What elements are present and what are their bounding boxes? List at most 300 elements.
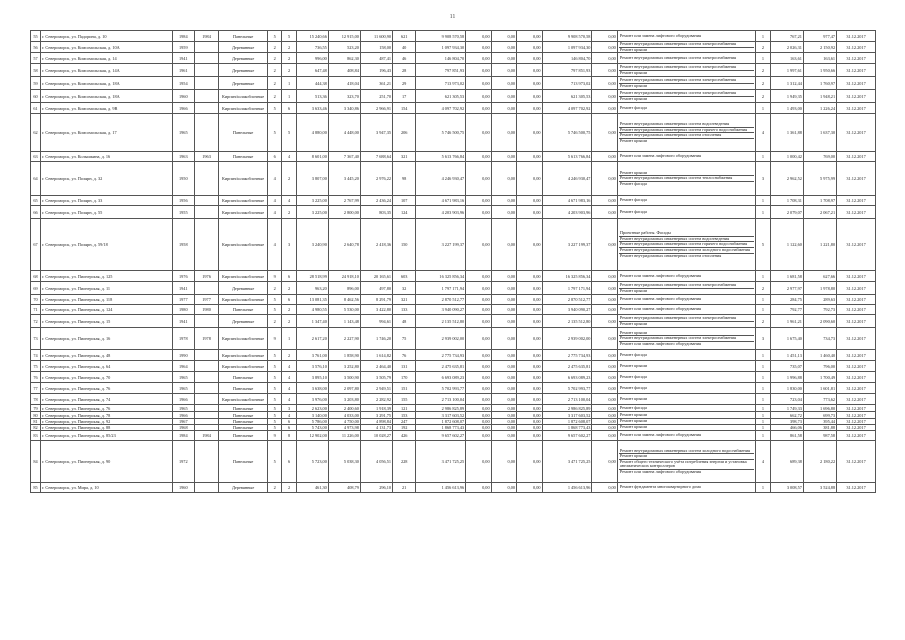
cell-municipal-funds: 0,00	[517, 53, 542, 64]
cell-completion-date: 31.12.2017	[837, 42, 876, 53]
work-item: Ремонт крыши	[619, 395, 647, 401]
cell-owned-area: 994,61	[360, 315, 392, 328]
cell-total-area: 8 601,00	[296, 152, 328, 162]
cell-completion-date: 31.12.2017	[837, 328, 876, 350]
work-item: Ремонт или замена лифтового оборудования	[619, 432, 701, 438]
cell-floors: 5	[267, 441, 281, 483]
cell-work-types	[617, 77, 755, 90]
cell-federal-funds: 0,00	[466, 419, 491, 425]
cell-year-built: 1984	[172, 431, 194, 441]
cell-address: г. Североморск, ул. Полярн, д. 55	[40, 206, 172, 219]
cell-work-types	[617, 64, 755, 77]
cell-floors: 2	[267, 42, 281, 53]
cell-unit-cost: 1 493,00	[770, 103, 803, 114]
cell-max-unit-cost: 1 221,80	[803, 219, 836, 271]
cell-row-number: 82	[31, 425, 41, 431]
cell-residents: 131	[393, 361, 416, 372]
cell-year-built: 1977	[172, 295, 194, 305]
cell-total-area: 3 761,00	[296, 350, 328, 361]
cell-unit-cost: 689,38	[770, 441, 803, 483]
cell-living-area: 2 640,78	[328, 219, 360, 271]
cell-other-funds: 0,00	[592, 42, 617, 53]
cell-floors: 5	[267, 31, 281, 42]
cell-regional-funds: 0,00	[491, 162, 516, 196]
cell-works-count: 1	[756, 483, 770, 493]
cell-municipal-funds: 0,00	[517, 206, 542, 219]
cell-address: г. Североморск, ул. Комсомольская, д. 9В	[40, 103, 172, 114]
cell-floors: 5	[267, 103, 281, 114]
cell-owners-funds: 1 097 934,30	[542, 42, 592, 53]
cell-works-count: 1	[756, 53, 770, 64]
cell-address: г. Североморск, ул. Комсомольская, д. 18А	[40, 77, 172, 90]
cell-work-types	[617, 361, 755, 372]
table-row	[31, 114, 876, 152]
cell-wall-material: Кирпич/шлакоблочные	[219, 394, 268, 405]
cell-entrances: 4	[282, 361, 296, 372]
cell-works-count: 3	[756, 162, 770, 196]
cell-address: г. Североморск, ул. Пионерская, д. 64	[40, 361, 172, 372]
cell-total-area: 3 633,46	[296, 103, 328, 114]
cell-total-cost: 9 657 602,27	[416, 431, 466, 441]
cell-federal-funds: 0,00	[466, 405, 491, 412]
cell-completion-date: 31.12.2017	[837, 412, 876, 419]
work-item: Проектные работы. Фасады	[619, 231, 754, 237]
cell-total-area: 4 880,00	[296, 114, 328, 152]
work-item: Ремонт крыши	[619, 320, 647, 326]
work-item: Ремонт внутридомовых инженерных систем холодного водоснабжения	[619, 449, 754, 455]
cell-owners-funds: 4 203 903,96	[542, 206, 592, 219]
cell-address: г. Североморск, ул. Пионерская, д. 16	[40, 328, 172, 350]
cell-regional-funds: 0,00	[491, 152, 516, 162]
cell-floors: 5	[267, 383, 281, 394]
cell-entrances: 2	[282, 53, 296, 64]
cell-floors: 2	[267, 483, 281, 493]
cell-owners-funds: 2 475 635,81	[542, 361, 592, 372]
cell-owners-funds: 4 097 702,92	[542, 103, 592, 114]
cell-wall-material: Панельные	[219, 31, 268, 42]
cell-entrances: 2	[282, 305, 296, 315]
cell-entrances: 6	[282, 103, 296, 114]
cell-max-unit-cost: 734,73	[803, 328, 836, 350]
cell-total-area: 996,00	[296, 53, 328, 64]
cell-unit-cost: 1 122,60	[770, 219, 803, 271]
cell-residents: 170	[393, 372, 416, 383]
cell-municipal-funds: 0,00	[517, 219, 542, 271]
table-row	[31, 361, 876, 372]
cell-address: г. Североморск, ул. Пионерская, д. 124	[40, 305, 172, 315]
cell-row-number: 78	[31, 394, 41, 405]
cell-municipal-funds: 0,00	[517, 64, 542, 77]
cell-total-cost: 713 973,02	[416, 77, 466, 90]
cell-year-commissioned	[194, 394, 218, 405]
cell-owners-funds: 146 804,70	[542, 53, 592, 64]
cell-living-area: 1 143,48	[328, 315, 360, 328]
cell-living-area: 2 767,99	[328, 196, 360, 206]
cell-regional-funds: 0,00	[491, 405, 516, 412]
cell-federal-funds: 0,00	[466, 383, 491, 394]
cell-total-cost: 3 317 603,52	[416, 412, 466, 419]
cell-owners-funds: 621 305,53	[542, 90, 592, 103]
cell-owned-area: 487,41	[360, 53, 392, 64]
cell-total-cost: 2 986 825,89	[416, 405, 466, 412]
cell-municipal-funds: 0,00	[517, 90, 542, 103]
cell-residents: 48	[393, 315, 416, 328]
cell-entrances: 1	[282, 90, 296, 103]
cell-entrances: 2	[282, 282, 296, 295]
cell-total-cost: 16 325 856,34	[416, 271, 466, 282]
cell-address: г. Североморск, ул. Пионерская, д. 118	[40, 295, 172, 305]
cell-entrances: 6	[282, 425, 296, 431]
cell-wall-material: Кирпич/шлакоблочные	[219, 90, 268, 103]
cell-total-cost: 1 872 608,07	[416, 419, 466, 425]
work-item: Ремонт внутридомовых инженерных систем холодного водоснабжения	[619, 248, 754, 254]
cell-other-funds: 0,00	[592, 394, 617, 405]
table-body	[31, 31, 876, 493]
cell-owned-area: 3 422,80	[360, 305, 392, 315]
page-number: 11	[449, 14, 456, 20]
cell-total-area: 3 140,00	[296, 412, 328, 419]
cell-address: г. Североморск, ул. Пионерская, д. 11	[40, 282, 172, 295]
table-row	[31, 162, 876, 196]
cell-wall-material: Кирпич/шлакоблочные	[219, 350, 268, 361]
cell-row-number: 80	[31, 412, 41, 419]
cell-wall-material: Кирпич/шлакоблочные	[219, 103, 268, 114]
cell-wall-material: Кирпич/шлакоблочные	[219, 328, 268, 350]
cell-residents: 228	[393, 441, 416, 483]
work-item: Ремонт внутридомовых инженерных систем электроснабжения	[619, 283, 754, 289]
cell-completion-date: 31.12.2017	[837, 372, 876, 383]
cell-year-commissioned: 1978	[194, 328, 218, 350]
cell-municipal-funds: 0,00	[517, 295, 542, 305]
cell-completion-date: 31.12.2017	[837, 305, 876, 315]
cell-completion-date: 31.12.2017	[837, 431, 876, 441]
cell-total-cost: 6 693 089,23	[416, 372, 466, 383]
cell-entrances: 4	[282, 394, 296, 405]
cell-address: г. Североморск, ул. Полярн, д. 32	[40, 162, 172, 196]
cell-other-funds: 0,00	[592, 196, 617, 206]
cell-works-count: 1	[756, 196, 770, 206]
cell-entrances: 4	[282, 152, 296, 162]
cell-regional-funds: 0,00	[491, 206, 516, 219]
table-row	[31, 383, 876, 394]
cell-year-built: 1972	[172, 441, 194, 483]
work-item: Ремонт общего технического учёта потребления энергии и установка автоматических контроллеров	[619, 460, 754, 470]
cell-max-unit-cost: 773,62	[803, 394, 836, 405]
cell-total-area: 3 240,90	[296, 219, 328, 271]
cell-federal-funds: 0,00	[466, 361, 491, 372]
cell-other-funds: 0,00	[592, 431, 617, 441]
cell-federal-funds: 0,00	[466, 350, 491, 361]
cell-floors: 4	[267, 196, 281, 206]
cell-year-commissioned	[194, 114, 218, 152]
cell-floors: 9	[267, 328, 281, 350]
cell-owned-area: 11 600,90	[360, 31, 392, 42]
cell-year-commissioned	[194, 361, 218, 372]
work-item: Ремонт внутридомовых инженерных систем водоотведения	[619, 122, 754, 128]
cell-municipal-funds: 0,00	[517, 412, 542, 419]
cell-row-number: 72	[31, 315, 41, 328]
cell-row-number: 69	[31, 282, 41, 295]
table-row	[31, 372, 876, 383]
cell-wall-material: Панельные	[219, 441, 268, 483]
cell-year-built: 1960	[172, 483, 194, 493]
cell-works-count: 1	[756, 31, 770, 42]
cell-unit-cost: 2 977,97	[770, 282, 803, 295]
work-item: Ремонт фасада	[619, 208, 647, 214]
work-item: Ремонт крыши	[619, 82, 647, 88]
cell-unit-cost: 1 675,40	[770, 328, 803, 350]
cell-works-count: 4	[756, 114, 770, 152]
cell-floors: 6	[267, 152, 281, 162]
cell-total-cost: 5 702 993,77	[416, 383, 466, 394]
cell-wall-material: Деревянные	[219, 282, 268, 295]
cell-floors: 5	[267, 394, 281, 405]
cell-regional-funds: 0,00	[491, 425, 516, 431]
cell-owned-area: 2 282,92	[360, 394, 392, 405]
cell-entrances: 6	[282, 419, 296, 425]
cell-works-count: 1	[756, 103, 770, 114]
cell-other-funds: 0,00	[592, 405, 617, 412]
cell-year-commissioned: 1984	[194, 31, 218, 42]
cell-residents: 154	[393, 103, 416, 114]
cell-total-area: 1 347,40	[296, 315, 328, 328]
cell-floors: 5	[267, 425, 281, 431]
cell-max-unit-cost: 1 601,81	[803, 383, 836, 394]
cell-wall-material: Панельные	[219, 431, 268, 441]
cell-floors: 2	[267, 53, 281, 64]
cell-work-types	[617, 394, 755, 405]
cell-floors: 5	[267, 114, 281, 152]
cell-total-cost: 2 475 635,81	[416, 361, 466, 372]
cell-unit-cost: 1 312,44	[770, 77, 803, 90]
cell-owners-funds: 9 657 602,27	[542, 431, 592, 441]
cell-floors: 2	[267, 282, 281, 295]
cell-total-area: 3 976,00	[296, 394, 328, 405]
cell-year-commissioned: 1980	[194, 305, 218, 315]
work-item: Ремонт внутридомовых инженерных систем электроснабжения	[619, 316, 754, 322]
cell-owned-area: 361,21	[360, 77, 392, 90]
cell-owners-funds: 9 908 570,58	[542, 31, 592, 42]
cell-wall-material: Деревянные	[219, 315, 268, 328]
table-row	[31, 295, 876, 305]
cell-address: г. Североморск, ул. Пионерская, д. 92	[40, 419, 172, 425]
cell-floors: 2	[267, 77, 281, 90]
cell-address: г. Североморск, ул. Пионерская, д. 76	[40, 405, 172, 412]
cell-wall-material: Кирпич/шлакоблочные	[219, 361, 268, 372]
cell-address: г. Североморск, ул. Пионерская, д. 90	[40, 441, 172, 483]
cell-floors: 2	[267, 90, 281, 103]
cell-row-number: 57	[31, 53, 41, 64]
cell-owned-area: 2 976,22	[360, 162, 392, 196]
cell-year-built: 1967	[172, 419, 194, 425]
cell-year-commissioned: 1963	[194, 152, 218, 162]
cell-total-cost: 4 203 903,96	[416, 206, 466, 219]
cell-residents: 40	[393, 42, 416, 53]
cell-max-unit-cost: 1 700,49	[803, 372, 836, 383]
cell-work-types	[617, 206, 755, 219]
cell-max-unit-cost: 1 708,97	[803, 196, 836, 206]
cell-total-area: 3 807,00	[296, 162, 328, 196]
work-item: Ремонт внутридомовых инженерных систем отопления	[619, 133, 754, 139]
cell-year-built: 1976	[172, 271, 194, 282]
cell-federal-funds: 0,00	[466, 219, 491, 271]
cell-total-area: 5 786,00	[296, 419, 328, 425]
cell-entrances: 2	[282, 350, 296, 361]
table-row	[31, 64, 876, 77]
cell-unit-cost: 792,77	[770, 305, 803, 315]
cell-living-area: 2 400,60	[328, 405, 360, 412]
cell-max-unit-cost: 289,63	[803, 295, 836, 305]
cell-unit-cost: 723,04	[770, 394, 803, 405]
cell-owned-area: 8 291,79	[360, 295, 392, 305]
work-item: Ремонт внутридомовых инженерных систем электроснабжения	[619, 78, 754, 84]
cell-regional-funds: 0,00	[491, 431, 516, 441]
cell-completion-date: 31.12.2017	[837, 196, 876, 206]
cell-federal-funds: 0,00	[466, 295, 491, 305]
cell-living-area: 896,00	[328, 282, 360, 295]
cell-residents: 107	[393, 196, 416, 206]
cell-municipal-funds: 0,00	[517, 196, 542, 206]
cell-floors: 5	[267, 361, 281, 372]
cell-total-cost: 2 713 100,04	[416, 394, 466, 405]
cell-year-commissioned	[194, 315, 218, 328]
work-item: Ремонт фасада	[619, 384, 647, 390]
cell-max-unit-cost: 987,58	[803, 431, 836, 441]
cell-year-commissioned	[194, 42, 218, 53]
cell-total-area: 15 240,66	[296, 31, 328, 42]
cell-works-count: 1	[756, 419, 770, 425]
cell-max-unit-cost: 796,00	[803, 361, 836, 372]
work-item: Ремонт крыши	[619, 331, 754, 337]
cell-living-area: 3 340,86	[328, 103, 360, 114]
work-item: Ремонт крыши	[619, 418, 647, 424]
cell-owned-area: 3 291,75	[360, 412, 392, 419]
cell-total-area: 3 638,00	[296, 383, 328, 394]
work-item: Ремонт внутридомовых инженерных систем горячего водоснабжения	[619, 242, 754, 248]
cell-owners-funds: 2 939 002,00	[542, 328, 592, 350]
cell-row-number: 74	[31, 350, 41, 361]
cell-owners-funds: 1 797 171,94	[542, 282, 592, 295]
cell-owned-area: 497,80	[360, 282, 392, 295]
work-item: Ремонт фасада	[619, 404, 647, 410]
cell-other-funds: 0,00	[592, 219, 617, 271]
cell-entrances: 3	[282, 405, 296, 412]
cell-unit-cost: 398,73	[770, 419, 803, 425]
cell-max-unit-cost: 163,61	[803, 53, 836, 64]
cell-floors: 5	[267, 295, 281, 305]
cell-max-unit-cost: 792,73	[803, 305, 836, 315]
cell-municipal-funds: 0,00	[517, 42, 542, 53]
cell-total-area: 5 723,00	[296, 441, 328, 483]
cell-completion-date: 31.12.2017	[837, 64, 876, 77]
cell-total-cost: 797 851,93	[416, 64, 466, 77]
cell-address: г. Североморск, ул. Падорина, д. 10	[40, 31, 172, 42]
cell-wall-material: Деревянные	[219, 42, 268, 53]
cell-work-types	[617, 282, 755, 295]
cell-owners-funds: 3 227 199,37	[542, 219, 592, 271]
cell-year-commissioned	[194, 64, 218, 77]
cell-entrances: 2	[282, 315, 296, 328]
cell-total-cost: 4 671 983,16	[416, 196, 466, 206]
table-row	[31, 305, 876, 315]
cell-completion-date: 31.12.2017	[837, 206, 876, 219]
cell-row-number: 59	[31, 77, 41, 90]
cell-federal-funds: 0,00	[466, 315, 491, 328]
cell-residents: 28	[393, 64, 416, 77]
cell-row-number: 62	[31, 114, 41, 152]
cell-federal-funds: 0,00	[466, 394, 491, 405]
cell-regional-funds: 0,00	[491, 53, 516, 64]
cell-other-funds: 0,00	[592, 295, 617, 305]
work-item: Ремонт фундамента многоквартирного дома	[619, 484, 701, 490]
cell-year-commissioned	[194, 53, 218, 64]
cell-other-funds: 0,00	[592, 328, 617, 350]
cell-year-built: 1954	[172, 77, 194, 90]
cell-year-built: 1978	[172, 328, 194, 350]
cell-floors: 5	[267, 305, 281, 315]
cell-total-area: 2 617,20	[296, 328, 328, 350]
cell-total-cost: 3 227 199,37	[416, 219, 466, 271]
work-item: Ремонт крыши	[619, 69, 647, 75]
cell-other-funds: 0,00	[592, 419, 617, 425]
cell-entrances: 6	[282, 271, 296, 282]
cell-work-types	[617, 42, 755, 53]
cell-work-types	[617, 295, 755, 305]
cell-total-cost: 5 746 500,75	[416, 114, 466, 152]
cell-residents: 133	[393, 305, 416, 315]
cell-total-area: 13 081,35	[296, 295, 328, 305]
cell-unit-cost: 861,58	[770, 431, 803, 441]
cell-owned-area: 2 436,24	[360, 196, 392, 206]
cell-max-unit-cost: 2 090,60	[803, 315, 836, 328]
cell-year-commissioned	[194, 90, 218, 103]
cell-row-number: 84	[31, 441, 41, 483]
work-item: Ремонт внутридомовых инженерных систем водоотведения	[619, 237, 754, 243]
work-item: Ремонт фасада	[619, 197, 647, 203]
cell-owners-funds: 3 317 603,52	[542, 412, 592, 419]
table-row	[31, 196, 876, 206]
cell-residents: 247	[393, 419, 416, 425]
cell-owners-funds: 2 870 512,77	[542, 295, 592, 305]
table-row	[31, 350, 876, 361]
cell-total-cost: 2 870 512,77	[416, 295, 466, 305]
cell-max-unit-cost: 769,00	[803, 152, 836, 162]
work-item: Ремонт внутридомовых инженерных систем электроснабжения	[619, 42, 754, 48]
work-item: Ремонт крыши	[619, 137, 647, 143]
cell-address: г. Североморск, ул. Пионерская, д. 15	[40, 315, 172, 328]
cell-works-count: 2	[756, 77, 770, 90]
cell-entrances: 4	[282, 372, 296, 383]
cell-living-area: 408,79	[328, 483, 360, 493]
cell-entrances: 2	[282, 162, 296, 196]
cell-federal-funds: 0,00	[466, 412, 491, 419]
cell-owners-funds: 2 135 512,80	[542, 315, 592, 328]
cell-regional-funds: 0,00	[491, 64, 516, 77]
cell-residents: 603	[393, 271, 416, 282]
cell-works-count: 1	[756, 361, 770, 372]
cell-municipal-funds: 0,00	[517, 361, 542, 372]
cell-unit-cost: 1 000,42	[770, 152, 803, 162]
cell-unit-cost: 662,72	[770, 412, 803, 419]
cell-works-count: 2	[756, 315, 770, 328]
cell-federal-funds: 0,00	[466, 271, 491, 282]
cell-year-built: 1955	[172, 206, 194, 219]
cell-regional-funds: 0,00	[491, 31, 516, 42]
cell-year-built: 1966	[172, 103, 194, 114]
cell-works-count: 4	[756, 441, 770, 483]
cell-work-types	[617, 431, 755, 441]
cell-unit-cost: 1 997,61	[770, 64, 803, 77]
